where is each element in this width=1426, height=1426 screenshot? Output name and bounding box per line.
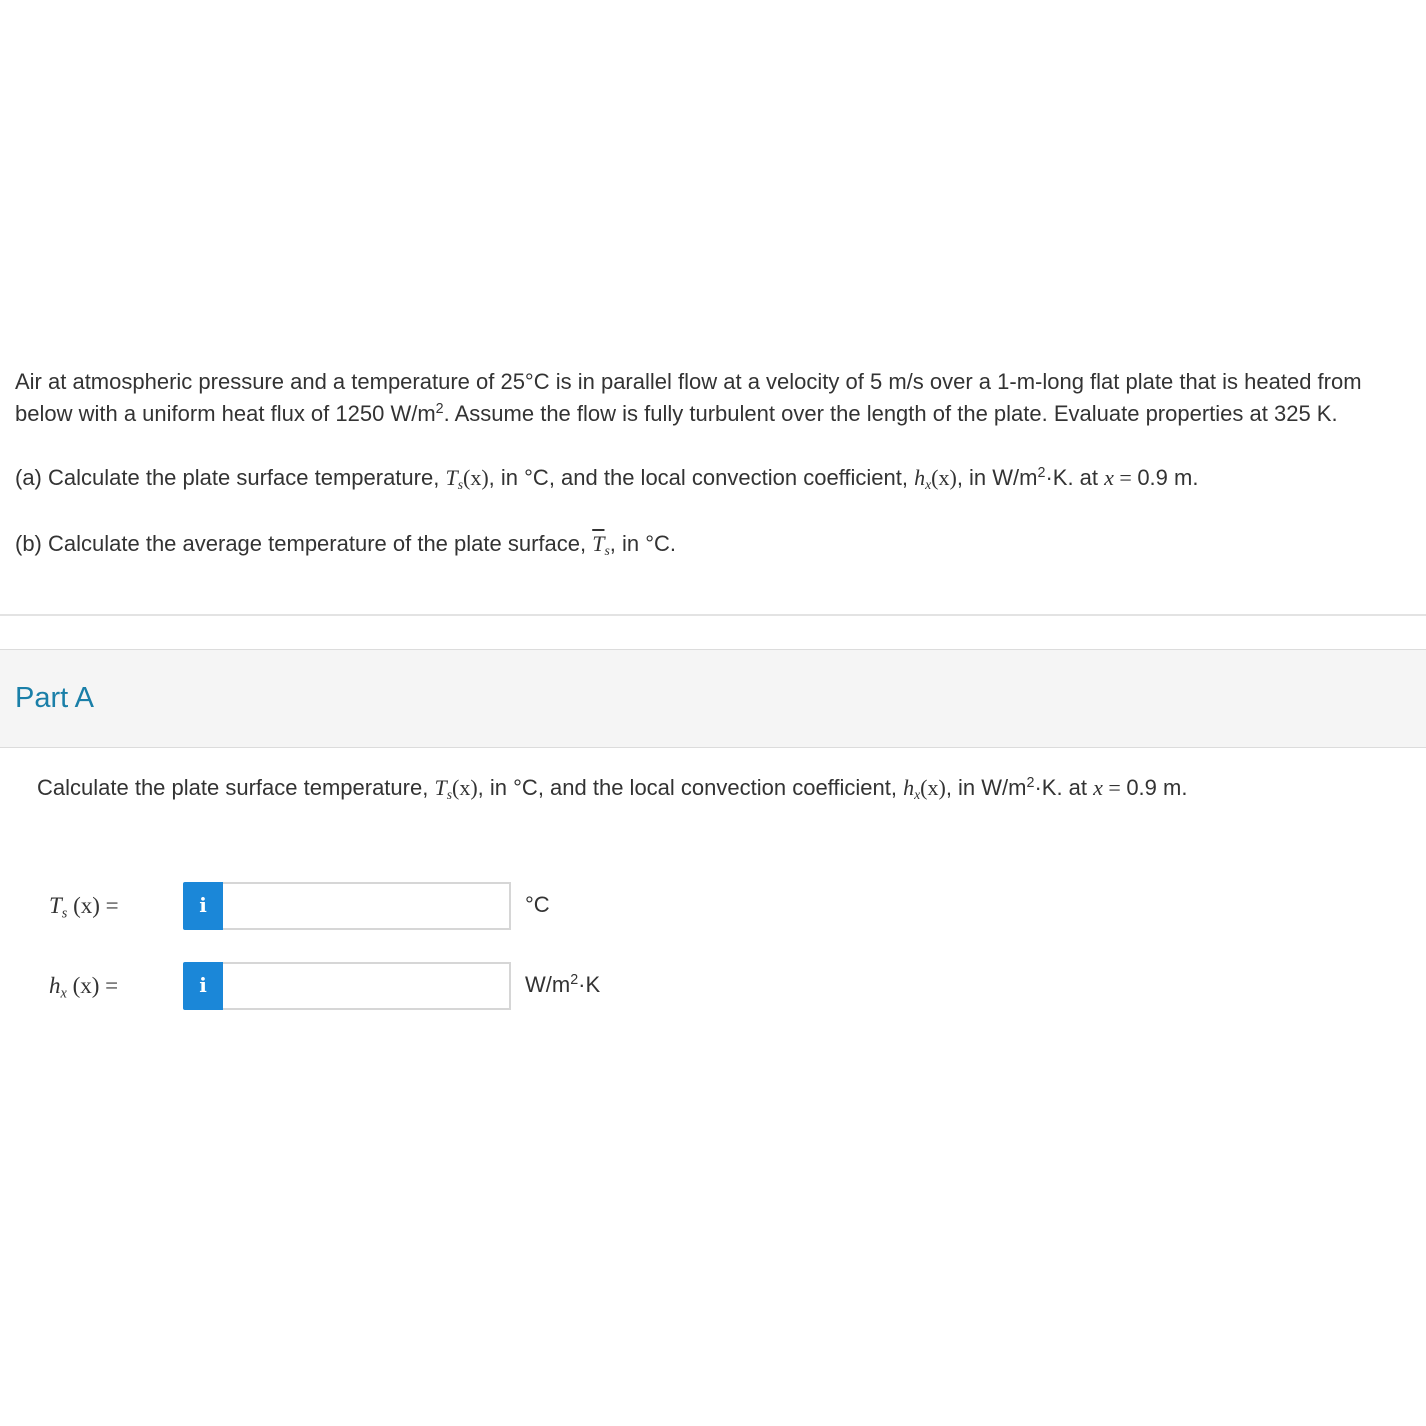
problem-part-a: (a) Calculate the plate surface temperature, $T_s(x)$, in °C, and the local convection coefficient, $h_x(x)$, in $W/m^2\cdot K$. at x = 0.9 m.: [15, 465, 1199, 493]
surface-temperature-input[interactable]: [223, 882, 511, 930]
problem-statement: [15, 366, 1411, 560]
info-icon[interactable]: i: [183, 962, 223, 1010]
problem-part-b: (b) Calculate the average temperature of the plate surface, $\overline{T}_s$, in °C.: [15, 531, 677, 559]
part-title: Part A: [15, 682, 94, 714]
unit-label: $W/m^2\cdot K$: [525, 972, 601, 997]
hx-label: $h_x$ (x) =: [49, 973, 119, 1002]
part-header: [0, 649, 1426, 748]
answer-row-surface-temperature: [0, 882, 700, 930]
answer-row-convection-coefficient: [0, 962, 700, 1010]
convection-coefficient-input[interactable]: [223, 962, 511, 1010]
unit-label: °C: [525, 892, 550, 917]
part-a-question: Calculate the plate surface temperature, $T_s(x)$, in °C, and the local convection coefficient, $h_x(x)$, in $W/m^2\cdot K$. at x = 0.9 m.: [37, 775, 1188, 803]
section-divider: [0, 614, 1426, 616]
problem-intro: Air at atmospheric pressure and a temperature of 25°C is in parallel flow at a velocity of 5 m/s over a 1-m-long flat plate that is heated from below with a uniform heat flux of 1250 $W/m^2$. Assume the flow is fully turbulent over the length of the plate. Evaluate properties at 325 K.: [15, 369, 1362, 426]
ts-label: $T_s$ (x) =: [49, 893, 119, 922]
info-icon[interactable]: i: [183, 882, 223, 930]
